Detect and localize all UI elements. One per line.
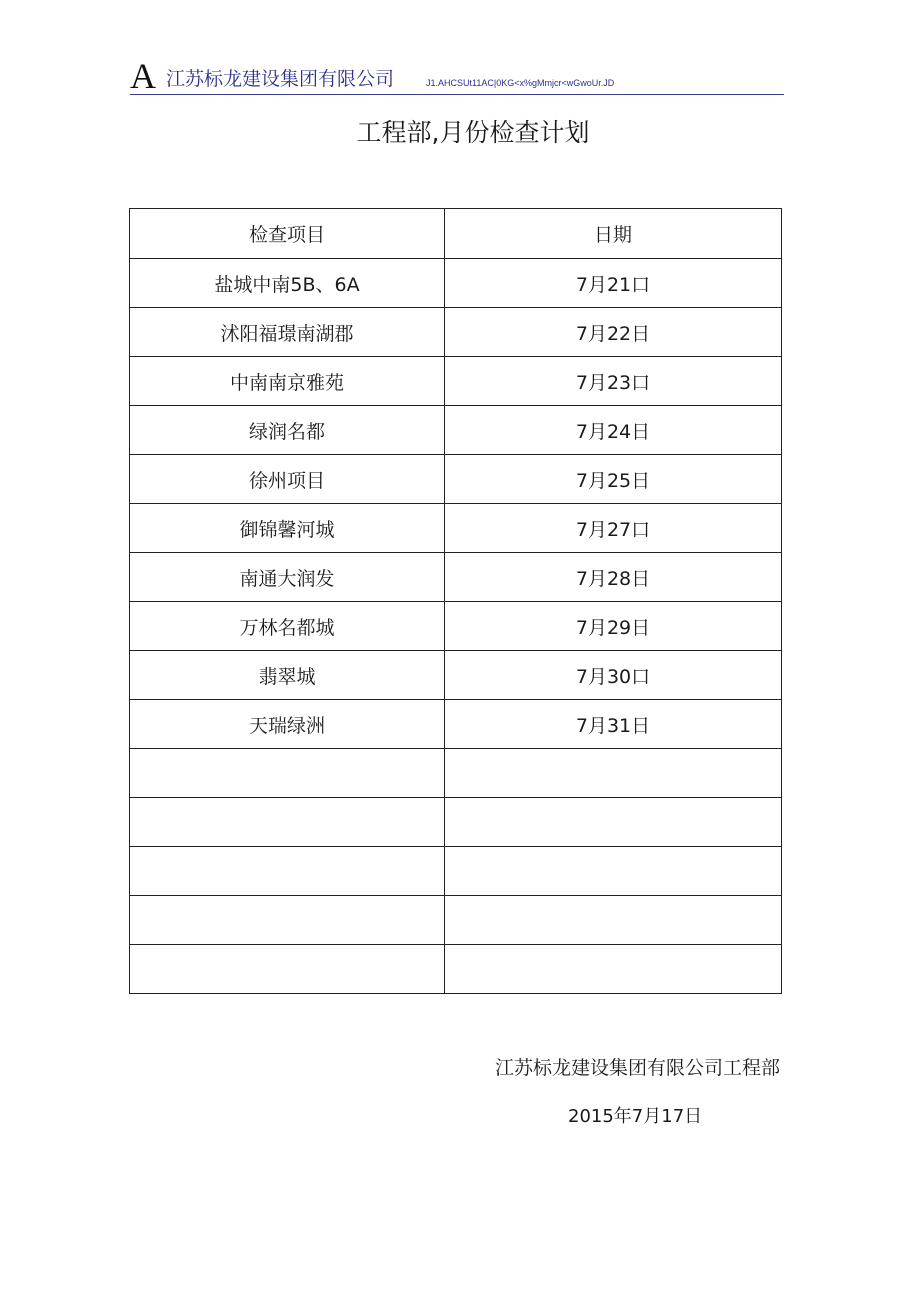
date-cell: 7月23口 bbox=[445, 357, 782, 406]
date-cell: 7月24日 bbox=[445, 406, 782, 455]
inspection-schedule-table bbox=[129, 208, 782, 994]
date-cell: 7月30口 bbox=[445, 651, 782, 700]
date-cell: 7月29日 bbox=[445, 602, 782, 651]
table-row bbox=[130, 651, 782, 700]
signing-date: 2015年7月17日 bbox=[568, 1106, 703, 1127]
project-cell: 万林名都城 bbox=[130, 602, 445, 651]
table-row bbox=[130, 602, 782, 651]
empty-table-row bbox=[130, 798, 782, 847]
date-cell bbox=[445, 847, 782, 896]
date-cell: 7月22日 bbox=[445, 308, 782, 357]
column-header-date: 日期 bbox=[445, 209, 782, 259]
date-cell bbox=[445, 798, 782, 847]
project-cell: 翡翠城 bbox=[130, 651, 445, 700]
document-title: 工程部,月份检查计划 bbox=[356, 118, 590, 147]
table-row bbox=[130, 553, 782, 602]
table-row bbox=[130, 700, 782, 749]
project-cell bbox=[130, 945, 445, 994]
project-cell: 中南南京雅苑 bbox=[130, 357, 445, 406]
project-cell bbox=[130, 749, 445, 798]
company-logo: A bbox=[130, 56, 156, 96]
table-header-row bbox=[130, 209, 782, 259]
date-cell: 7月28日 bbox=[445, 553, 782, 602]
table-row bbox=[130, 357, 782, 406]
date-cell bbox=[445, 896, 782, 945]
empty-table-row bbox=[130, 896, 782, 945]
letterhead bbox=[130, 58, 784, 95]
project-cell bbox=[130, 798, 445, 847]
project-cell: 沭阳福璟南湖郡 bbox=[130, 308, 445, 357]
table-row bbox=[130, 455, 782, 504]
project-cell: 天瑞绿洲 bbox=[130, 700, 445, 749]
date-cell: 7月25日 bbox=[445, 455, 782, 504]
empty-table-row bbox=[130, 847, 782, 896]
table-row bbox=[130, 308, 782, 357]
date-cell: 7月31日 bbox=[445, 700, 782, 749]
company-name-cn: 江苏标龙建设集团有限公司 bbox=[166, 68, 395, 90]
date-cell bbox=[445, 749, 782, 798]
project-cell: 盐城中南5B、6A bbox=[130, 259, 445, 308]
table-row bbox=[130, 406, 782, 455]
column-header-project: 检查项目 bbox=[130, 209, 445, 259]
project-cell: 南通大润发 bbox=[130, 553, 445, 602]
date-cell: 7月27口 bbox=[445, 504, 782, 553]
table-row bbox=[130, 259, 782, 308]
table-row bbox=[130, 504, 782, 553]
project-cell: 绿润名都 bbox=[130, 406, 445, 455]
project-cell: 徐州项目 bbox=[130, 455, 445, 504]
empty-table-row bbox=[130, 945, 782, 994]
signing-organization: 江苏标龙建设集团有限公司工程部 bbox=[494, 1057, 780, 1079]
empty-table-row bbox=[130, 749, 782, 798]
project-cell: 御锦馨河城 bbox=[130, 504, 445, 553]
company-name-en: J1.AHCSUt11AC|0KG<x%gMmjcr<wGwoUr.JD bbox=[426, 78, 615, 88]
date-cell bbox=[445, 945, 782, 994]
date-cell: 7月21口 bbox=[445, 259, 782, 308]
project-cell bbox=[130, 896, 445, 945]
project-cell bbox=[130, 847, 445, 896]
